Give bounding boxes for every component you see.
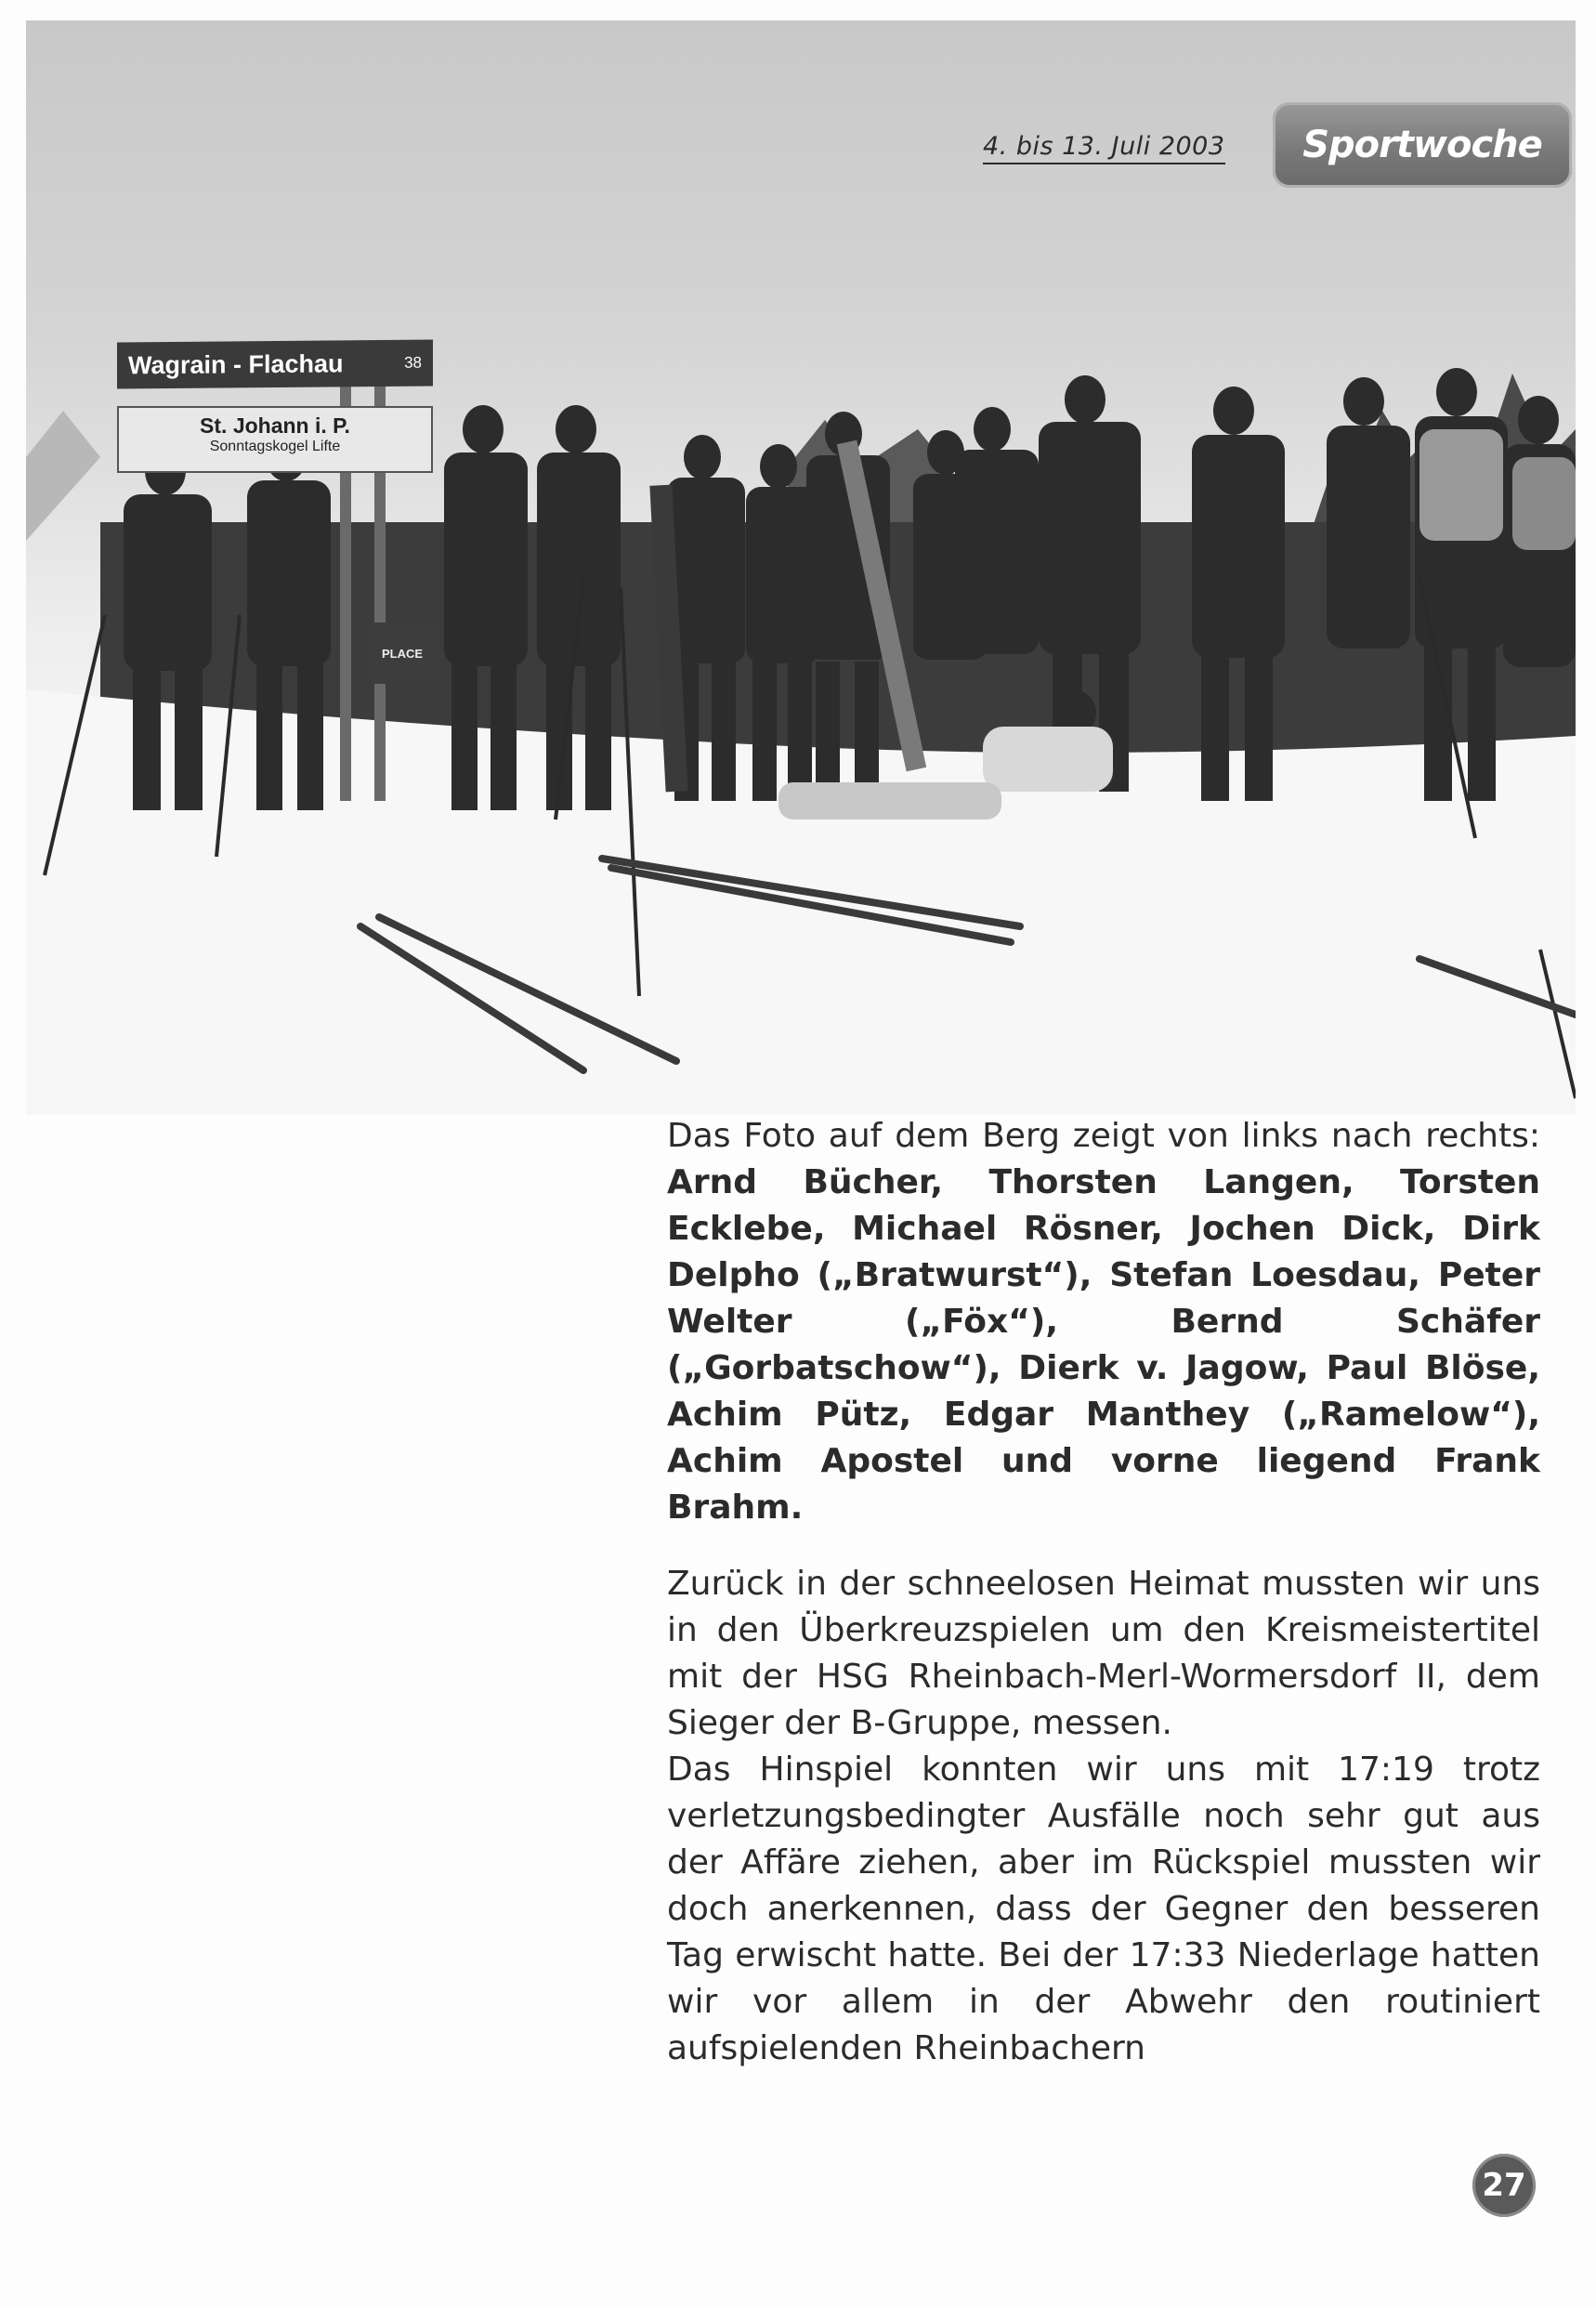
sign-wagrain-label: Wagrain - Flachau [128,348,344,379]
sign-st-johann-label: St. Johann i. P. [200,413,350,438]
body-paragraph-1: Zurück in der schneelosen Heimat mussten wir uns in den Überkreuzspielen um den Kreismeistertitel mit der HSG Rheinbach-Merl-Wormersdorf II, dem Sieger der B-Gruppe, messen. [667,1565,1540,1742]
page-number: 27 [1472,2154,1536,2217]
article-text-column [667,1113,1540,2072]
direction-sign-st-johann [117,406,433,473]
body-paragraph-2: Das Hinspiel konnten wir uns mit 17:19 trotz verletzungsbedingter Ausfälle noch sehr gut aus der Affäre ziehen, aber im Rückspiel mussten wir doch anerkennen, dass der Gegner den besseren Tag erwischt hatte. Bei der 17:33 Niederlage hatten wir vor allem in der Abwehr den routiniert aufspielenden Rheinbachern [667,1751,1540,2067]
direction-sign-wagrain [117,340,433,389]
photo-caption [667,1113,1540,1531]
caption-names: Arnd Bücher, Thorsten Langen, Torsten Ecklebe, Michael Rösner, Jochen Dick, Dirk Delpho („Bratwurst“), Stefan Loesdau, Peter Welter („Föx“), Bernd Schäfer („Gorbatschow“), Dierk v. Jagow, Paul Blöse, Achim Pütz, Edgar Manthey („Ramelow“), Achim Apostel und vorne liegend Frank Brahm. [667,1163,1540,1527]
section-badge-label: Sportwoche [1302,124,1542,166]
caption-intro: Das Foto auf dem Berg zeigt von links nach rechts: [667,1117,1540,1155]
sign-place: PLACE [365,623,439,684]
issue-date: 4. bis 13. Juli 2003 [983,132,1225,164]
sign-sonntagskogel-label: Sonntagskogel Lifte [209,439,341,454]
section-badge [1273,102,1572,188]
group-photo [26,20,1576,1115]
sign-wagrain-number: 38 [404,353,422,372]
